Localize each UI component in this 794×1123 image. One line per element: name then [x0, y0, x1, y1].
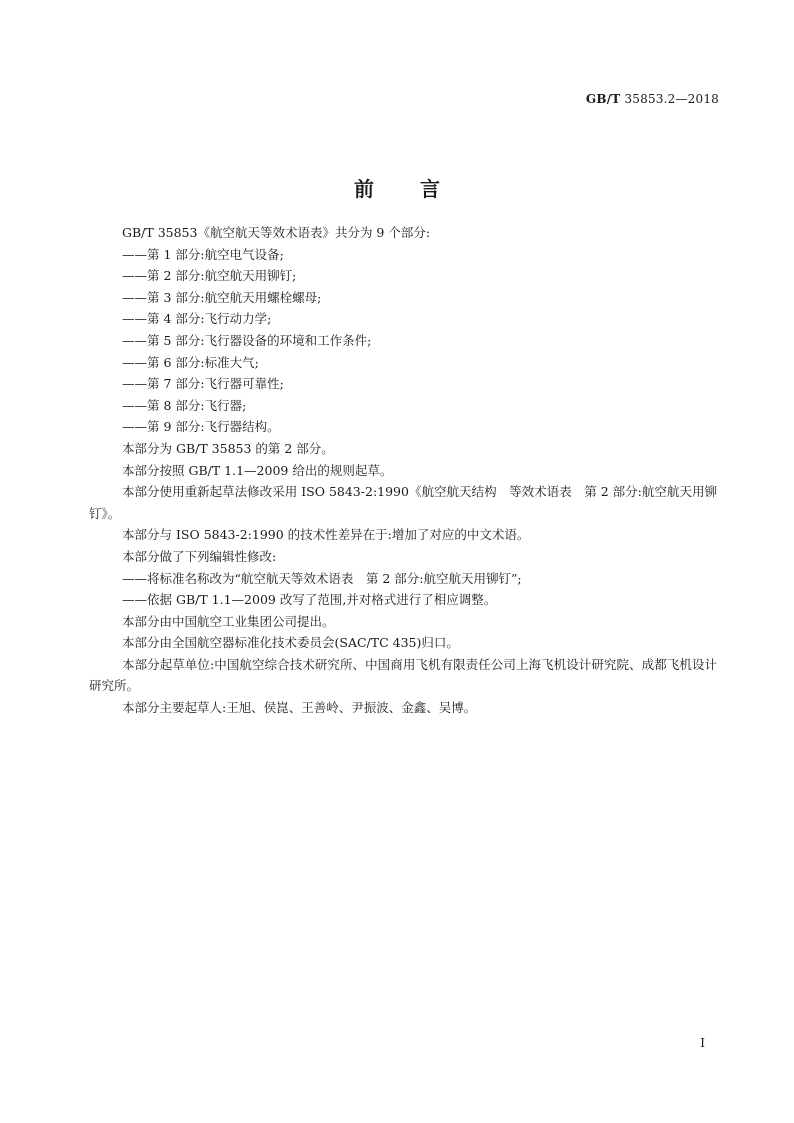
committee-paragraph: 本部分由全国航空器标准化技术委员会(SAC/TC 435)归口。 — [122, 635, 459, 651]
part-list-item-3: ——第 3 部分:航空航天用螺栓螺母; — [122, 289, 322, 305]
page-title — [0, 173, 794, 202]
part-list-item-5: ——第 5 部分:飞行器设备的环境和工作条件; — [122, 332, 372, 348]
part-list-item-2: ——第 2 部分:航空航天用铆钉; — [122, 268, 297, 284]
standard-code-prefix: GB/T — [585, 92, 621, 106]
part-statement-paragraph: 本部分为 GB/T 35853 的第 2 部分。 — [122, 440, 334, 456]
title-char-2: 言 — [420, 177, 440, 202]
part-list-item-1: ——第 1 部分:航空电气设备; — [122, 246, 284, 262]
title-char-1: 前 — [354, 177, 374, 202]
standard-code-number: 35853.2—2018 — [624, 92, 719, 106]
standard-code-header — [586, 92, 719, 106]
adoption-paragraph: 本部分使用重新起草法修改采用 ISO 5843-2:1990《航空航天结构 等效术语表 第 2 部分:航空航天用铆钉》。 — [89, 484, 717, 521]
part-list-item-8: ——第 8 部分:飞行器; — [122, 397, 247, 413]
editorial-changes-paragraph: 本部分做了下列编辑性修改: — [122, 548, 277, 564]
foreword-body — [89, 222, 717, 719]
technical-difference-paragraph: 本部分与 ISO 5843-2:1990 的技术性差异在于:增加了对应的中文术语。 — [122, 527, 530, 543]
intro-paragraph: GB/T 35853《航空航天等效术语表》共分为 9 个部分: — [122, 225, 431, 240]
proposer-paragraph: 本部分由中国航空工业集团公司提出。 — [122, 613, 335, 629]
page-number: I — [700, 1036, 705, 1050]
drafters-paragraph: 本部分主要起草人:王旭、侯崑、王善岭、尹振波、金鑫、吴博。 — [122, 700, 477, 716]
drafting-organizations-paragraph: 本部分起草单位:中国航空综合技术研究所、中国商用飞机有限责任公司上海飞机设计研究院、成都飞机设计研究所。 — [89, 656, 717, 694]
editorial-change-item-2: ——依据 GB/T 1.1—2009 改写了范围,并对格式进行了相应调整。 — [122, 592, 497, 608]
part-list-item-6: ——第 6 部分:标准大气; — [122, 354, 259, 370]
part-list-item-7: ——第 7 部分:飞行器可靠性; — [122, 376, 284, 392]
editorial-change-item-1: ——将标准名称改为“航空航天等效术语表 第 2 部分:航空航天用铆钉”; — [122, 570, 522, 586]
part-list-item-4: ——第 4 部分:飞行动力学; — [122, 311, 272, 327]
drafting-rules-paragraph: 本部分按照 GB/T 1.1—2009 给出的规则起草。 — [122, 462, 393, 478]
part-list-item-9: ——第 9 部分:飞行器结构。 — [122, 419, 280, 435]
